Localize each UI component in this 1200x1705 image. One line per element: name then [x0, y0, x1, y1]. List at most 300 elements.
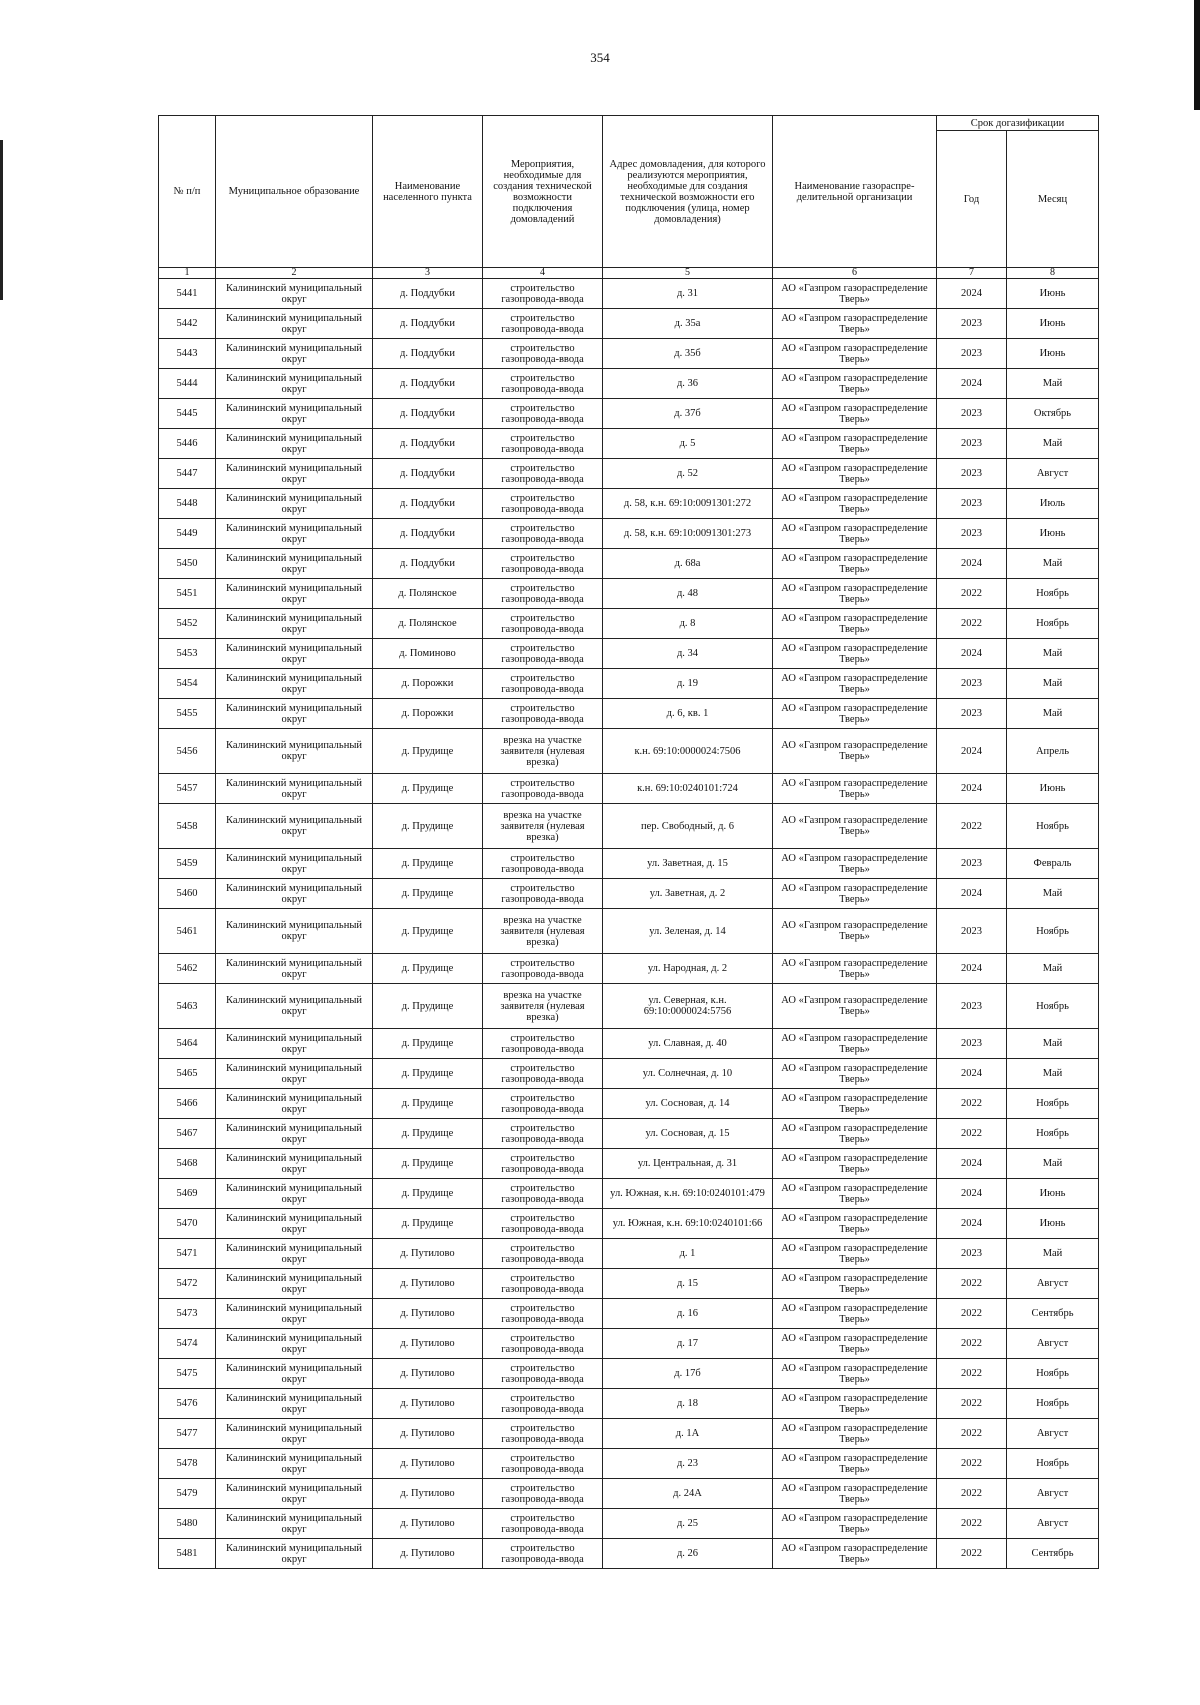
cell-address: д. 31: [603, 279, 773, 309]
cell-month: Ноябрь: [1007, 1089, 1099, 1119]
cell-settlement: д. Поддубки: [373, 549, 483, 579]
cell-num: 5443: [159, 339, 216, 369]
cell-num: 5462: [159, 954, 216, 984]
cell-address: к.н. 69:10:0240101:724: [603, 774, 773, 804]
cell-month: Август: [1007, 1329, 1099, 1359]
cell-year: 2023: [937, 669, 1007, 699]
table-row: [159, 984, 1099, 1029]
cell-municipality: Калининский муниципальный округ: [216, 609, 373, 639]
cell-num: 5447: [159, 459, 216, 489]
header-municipality: Муниципальное образование: [216, 116, 373, 268]
cell-month: Май: [1007, 879, 1099, 909]
cell-measures: строительство газопровода-ввода: [483, 1089, 603, 1119]
cell-municipality: Калининский муниципальный округ: [216, 879, 373, 909]
cell-month: Ноябрь: [1007, 984, 1099, 1029]
cell-year: 2023: [937, 429, 1007, 459]
cell-address: д. 8: [603, 609, 773, 639]
cell-settlement: д. Путилово: [373, 1359, 483, 1389]
cell-num: 5444: [159, 369, 216, 399]
cell-address: д. 17: [603, 1329, 773, 1359]
cell-year: 2024: [937, 1149, 1007, 1179]
cell-measures: строительство газопровода-ввода: [483, 519, 603, 549]
table-row: [159, 909, 1099, 954]
cell-num: 5463: [159, 984, 216, 1029]
cell-num: 5471: [159, 1239, 216, 1269]
cell-municipality: Калининский муниципальный округ: [216, 774, 373, 804]
cell-measures: строительство газопровода-ввода: [483, 1359, 603, 1389]
cell-settlement: д. Поддубки: [373, 489, 483, 519]
cell-month: Сентябрь: [1007, 1299, 1099, 1329]
cell-municipality: Калининский муниципальный округ: [216, 429, 373, 459]
cell-municipality: Калининский муниципальный округ: [216, 1239, 373, 1269]
cell-measures: строительство газопровода-ввода: [483, 1239, 603, 1269]
cell-year: 2023: [937, 519, 1007, 549]
cell-year: 2022: [937, 1089, 1007, 1119]
cell-year: 2023: [937, 699, 1007, 729]
cell-measures: врезка на участке заявителя (нулевая врезка): [483, 984, 603, 1029]
cell-num: 5470: [159, 1209, 216, 1239]
cell-month: Февраль: [1007, 849, 1099, 879]
column-number: 3: [373, 268, 483, 279]
cell-measures: строительство газопровода-ввода: [483, 1419, 603, 1449]
table-row: [159, 369, 1099, 399]
cell-org: АО «Газпром газораспределение Тверь»: [773, 1239, 937, 1269]
cell-measures: строительство газопровода-ввода: [483, 429, 603, 459]
cell-num: 5477: [159, 1419, 216, 1449]
cell-settlement: д. Прудище: [373, 984, 483, 1029]
cell-address: ул. Южная, к.н. 69:10:0240101:66: [603, 1209, 773, 1239]
cell-measures: строительство газопровода-ввода: [483, 669, 603, 699]
cell-org: АО «Газпром газораспределение Тверь»: [773, 639, 937, 669]
cell-year: 2022: [937, 579, 1007, 609]
cell-year: 2023: [937, 909, 1007, 954]
cell-measures: строительство газопровода-ввода: [483, 1179, 603, 1209]
cell-measures: строительство газопровода-ввода: [483, 1509, 603, 1539]
cell-year: 2023: [937, 309, 1007, 339]
cell-municipality: Калининский муниципальный округ: [216, 1329, 373, 1359]
cell-org: АО «Газпром газораспределение Тверь»: [773, 1269, 937, 1299]
table-row: [159, 699, 1099, 729]
cell-municipality: Калининский муниципальный округ: [216, 459, 373, 489]
cell-measures: врезка на участке заявителя (нулевая врезка): [483, 729, 603, 774]
cell-municipality: Калининский муниципальный округ: [216, 369, 373, 399]
cell-num: 5461: [159, 909, 216, 954]
table-row: [159, 549, 1099, 579]
cell-month: Июнь: [1007, 774, 1099, 804]
cell-measures: строительство газопровода-ввода: [483, 339, 603, 369]
cell-num: 5481: [159, 1539, 216, 1569]
cell-municipality: Калининский муниципальный округ: [216, 579, 373, 609]
cell-municipality: Калининский муниципальный округ: [216, 1359, 373, 1389]
cell-settlement: д. Поддубки: [373, 309, 483, 339]
cell-settlement: д. Путилово: [373, 1239, 483, 1269]
cell-org: АО «Газпром газораспределение Тверь»: [773, 1389, 937, 1419]
cell-year: 2022: [937, 1119, 1007, 1149]
cell-month: Ноябрь: [1007, 579, 1099, 609]
cell-settlement: д. Прудище: [373, 954, 483, 984]
cell-org: АО «Газпром газораспределение Тверь»: [773, 519, 937, 549]
cell-settlement: д. Путилово: [373, 1389, 483, 1419]
cell-municipality: Калининский муниципальный округ: [216, 1089, 373, 1119]
cell-address: д. 6, кв. 1: [603, 699, 773, 729]
cell-municipality: Калининский муниципальный округ: [216, 549, 373, 579]
cell-settlement: д. Путилово: [373, 1329, 483, 1359]
cell-address: ул. Северная, к.н. 69:10:0000024:5756: [603, 984, 773, 1029]
cell-municipality: Калининский муниципальный округ: [216, 1209, 373, 1239]
cell-month: Май: [1007, 669, 1099, 699]
cell-measures: строительство газопровода-ввода: [483, 1149, 603, 1179]
cell-num: 5467: [159, 1119, 216, 1149]
column-number: 1: [159, 268, 216, 279]
cell-month: Август: [1007, 1509, 1099, 1539]
cell-municipality: Калининский муниципальный округ: [216, 1509, 373, 1539]
cell-address: пер. Свободный, д. 6: [603, 804, 773, 849]
cell-address: д. 37б: [603, 399, 773, 429]
cell-municipality: Калининский муниципальный округ: [216, 699, 373, 729]
table-row: [159, 1539, 1099, 1569]
table-row: [159, 1029, 1099, 1059]
cell-settlement: д. Путилово: [373, 1539, 483, 1569]
cell-municipality: Калининский муниципальный округ: [216, 1389, 373, 1419]
cell-num: 5472: [159, 1269, 216, 1299]
table-row: [159, 1359, 1099, 1389]
cell-num: 5475: [159, 1359, 216, 1389]
cell-month: Май: [1007, 549, 1099, 579]
cell-org: АО «Газпром газораспределение Тверь»: [773, 1029, 937, 1059]
cell-settlement: д. Путилово: [373, 1449, 483, 1479]
cell-measures: строительство газопровода-ввода: [483, 309, 603, 339]
cell-org: АО «Газпром газораспределение Тверь»: [773, 609, 937, 639]
table-row: [159, 954, 1099, 984]
cell-org: АО «Газпром газораспределение Тверь»: [773, 579, 937, 609]
cell-address: д. 19: [603, 669, 773, 699]
cell-year: 2022: [937, 1419, 1007, 1449]
cell-settlement: д. Порожки: [373, 669, 483, 699]
cell-address: д. 24А: [603, 1479, 773, 1509]
table-row: [159, 1299, 1099, 1329]
cell-num: 5455: [159, 699, 216, 729]
table-row: [159, 729, 1099, 774]
cell-settlement: д. Прудище: [373, 849, 483, 879]
cell-municipality: Калининский муниципальный округ: [216, 1059, 373, 1089]
cell-municipality: Калининский муниципальный округ: [216, 909, 373, 954]
cell-org: АО «Газпром газораспределение Тверь»: [773, 489, 937, 519]
cell-month: Май: [1007, 369, 1099, 399]
cell-num: 5441: [159, 279, 216, 309]
table-row: [159, 489, 1099, 519]
cell-address: ул. Заветная, д. 15: [603, 849, 773, 879]
cell-num: 5450: [159, 549, 216, 579]
cell-address: д. 58, к.н. 69:10:0091301:272: [603, 489, 773, 519]
cell-address: ул. Южная, к.н. 69:10:0240101:479: [603, 1179, 773, 1209]
cell-address: д. 18: [603, 1389, 773, 1419]
table-row: [159, 804, 1099, 849]
cell-municipality: Калининский муниципальный округ: [216, 309, 373, 339]
header-org: Наименование газораспре-делительной организации: [773, 116, 937, 268]
cell-address: ул. Славная, д. 40: [603, 1029, 773, 1059]
cell-municipality: Калининский муниципальный округ: [216, 849, 373, 879]
cell-measures: строительство газопровода-ввода: [483, 609, 603, 639]
cell-num: 5479: [159, 1479, 216, 1509]
cell-month: Июнь: [1007, 519, 1099, 549]
cell-org: АО «Газпром газораспределение Тверь»: [773, 549, 937, 579]
cell-measures: строительство газопровода-ввода: [483, 1329, 603, 1359]
cell-year: 2023: [937, 1239, 1007, 1269]
table-row: [159, 459, 1099, 489]
table-row: [159, 1509, 1099, 1539]
table-row: [159, 1329, 1099, 1359]
table-row: [159, 1059, 1099, 1089]
cell-settlement: д. Прудище: [373, 774, 483, 804]
cell-org: АО «Газпром газораспределение Тверь»: [773, 279, 937, 309]
cell-num: 5469: [159, 1179, 216, 1209]
cell-org: АО «Газпром газораспределение Тверь»: [773, 459, 937, 489]
cell-month: Ноябрь: [1007, 1389, 1099, 1419]
header-settlement: Наименование населенного пункта: [373, 116, 483, 268]
cell-num: 5460: [159, 879, 216, 909]
table-row: [159, 849, 1099, 879]
cell-month: Май: [1007, 1029, 1099, 1059]
cell-month: Ноябрь: [1007, 909, 1099, 954]
table-row: [159, 519, 1099, 549]
cell-org: АО «Газпром газораспределение Тверь»: [773, 429, 937, 459]
cell-org: АО «Газпром газораспределение Тверь»: [773, 879, 937, 909]
cell-org: АО «Газпром газораспределение Тверь»: [773, 1089, 937, 1119]
cell-year: 2023: [937, 399, 1007, 429]
cell-address: д. 52: [603, 459, 773, 489]
cell-address: д. 35б: [603, 339, 773, 369]
cell-year: 2022: [937, 1449, 1007, 1479]
cell-num: 5465: [159, 1059, 216, 1089]
cell-num: 5446: [159, 429, 216, 459]
cell-org: АО «Газпром газораспределение Тверь»: [773, 954, 937, 984]
cell-month: Май: [1007, 639, 1099, 669]
cell-year: 2022: [937, 1299, 1007, 1329]
cell-address: ул. Сосновая, д. 15: [603, 1119, 773, 1149]
cell-address: ул. Центральная, д. 31: [603, 1149, 773, 1179]
cell-settlement: д. Поддубки: [373, 519, 483, 549]
cell-municipality: Калининский муниципальный округ: [216, 1479, 373, 1509]
cell-month: Май: [1007, 699, 1099, 729]
cell-address: д. 23: [603, 1449, 773, 1479]
cell-month: Август: [1007, 1479, 1099, 1509]
header-num: № п/п: [159, 116, 216, 268]
cell-municipality: Калининский муниципальный округ: [216, 1539, 373, 1569]
header-deadline-group: Срок догазификации: [937, 116, 1099, 131]
table-row: [159, 639, 1099, 669]
cell-month: Июнь: [1007, 279, 1099, 309]
cell-address: ул. Заветная, д. 2: [603, 879, 773, 909]
cell-address: д. 5: [603, 429, 773, 459]
table-row: [159, 309, 1099, 339]
cell-org: АО «Газпром газораспределение Тверь»: [773, 1509, 937, 1539]
cell-num: 5466: [159, 1089, 216, 1119]
cell-measures: строительство газопровода-ввода: [483, 1119, 603, 1149]
cell-month: Май: [1007, 429, 1099, 459]
scan-edge-mark-left: [0, 140, 3, 300]
cell-num: 5459: [159, 849, 216, 879]
cell-org: АО «Газпром газораспределение Тверь»: [773, 774, 937, 804]
table-body: [159, 279, 1099, 1569]
table-row: [159, 1479, 1099, 1509]
cell-measures: строительство газопровода-ввода: [483, 1479, 603, 1509]
cell-num: 5458: [159, 804, 216, 849]
cell-num: 5474: [159, 1329, 216, 1359]
cell-settlement: д. Порожки: [373, 699, 483, 729]
cell-measures: строительство газопровода-ввода: [483, 1209, 603, 1239]
cell-month: Май: [1007, 1059, 1099, 1089]
cell-municipality: Калининский муниципальный округ: [216, 729, 373, 774]
cell-org: АО «Газпром газораспределение Тверь»: [773, 1209, 937, 1239]
table-row: [159, 1179, 1099, 1209]
cell-org: АО «Газпром газораспределение Тверь»: [773, 849, 937, 879]
cell-org: АО «Газпром газораспределение Тверь»: [773, 984, 937, 1029]
header-month: Месяц: [1007, 131, 1099, 268]
cell-num: 5454: [159, 669, 216, 699]
cell-settlement: д. Путилово: [373, 1299, 483, 1329]
header-measures: Мероприятия, необходимые для создания технической возможности подключения домовладений: [483, 116, 603, 268]
cell-org: АО «Газпром газораспределение Тверь»: [773, 1149, 937, 1179]
column-number: 2: [216, 268, 373, 279]
cell-settlement: д. Поминово: [373, 639, 483, 669]
table-row: [159, 1419, 1099, 1449]
cell-municipality: Калининский муниципальный округ: [216, 279, 373, 309]
cell-measures: строительство газопровода-ввода: [483, 369, 603, 399]
cell-month: Октябрь: [1007, 399, 1099, 429]
column-number: 7: [937, 268, 1007, 279]
cell-municipality: Калининский муниципальный округ: [216, 1149, 373, 1179]
cell-month: Ноябрь: [1007, 1449, 1099, 1479]
cell-num: 5451: [159, 579, 216, 609]
table-row: [159, 1149, 1099, 1179]
cell-settlement: д. Полянское: [373, 579, 483, 609]
cell-year: 2023: [937, 459, 1007, 489]
header-address: Адрес домовладения, для которого реализуются мероприятия, необходимые для создания технической возможности его подключения (улица, номер домовладения): [603, 116, 773, 268]
cell-month: Сентябрь: [1007, 1539, 1099, 1569]
cell-org: АО «Газпром газораспределение Тверь»: [773, 1299, 937, 1329]
cell-municipality: Калининский муниципальный округ: [216, 399, 373, 429]
cell-org: АО «Газпром газораспределение Тверь»: [773, 669, 937, 699]
cell-municipality: Калининский муниципальный округ: [216, 1179, 373, 1209]
cell-settlement: д. Путилово: [373, 1479, 483, 1509]
cell-municipality: Калининский муниципальный округ: [216, 1419, 373, 1449]
page-number: 354: [590, 50, 610, 65]
cell-settlement: д. Прудище: [373, 1209, 483, 1239]
cell-settlement: д. Поддубки: [373, 459, 483, 489]
cell-settlement: д. Прудище: [373, 729, 483, 774]
cell-year: 2023: [937, 849, 1007, 879]
cell-address: ул. Зеленая, д. 14: [603, 909, 773, 954]
cell-municipality: Калининский муниципальный округ: [216, 1449, 373, 1479]
cell-settlement: д. Прудище: [373, 909, 483, 954]
table-row: [159, 279, 1099, 309]
cell-org: АО «Газпром газораспределение Тверь»: [773, 1449, 937, 1479]
cell-num: 5456: [159, 729, 216, 774]
column-number: 6: [773, 268, 937, 279]
cell-num: 5468: [159, 1149, 216, 1179]
cell-num: 5457: [159, 774, 216, 804]
cell-num: 5445: [159, 399, 216, 429]
cell-measures: строительство газопровода-ввода: [483, 1029, 603, 1059]
cell-month: Июнь: [1007, 309, 1099, 339]
cell-settlement: д. Прудище: [373, 1119, 483, 1149]
gasification-table: [158, 115, 1099, 1569]
cell-settlement: д. Прудище: [373, 1059, 483, 1089]
header-year: Год: [937, 131, 1007, 268]
cell-address: д. 17б: [603, 1359, 773, 1389]
cell-year: 2023: [937, 339, 1007, 369]
cell-measures: строительство газопровода-ввода: [483, 279, 603, 309]
cell-municipality: Калининский муниципальный округ: [216, 1029, 373, 1059]
cell-num: 5442: [159, 309, 216, 339]
cell-year: 2024: [937, 729, 1007, 774]
cell-year: 2024: [937, 954, 1007, 984]
cell-year: 2024: [937, 1179, 1007, 1209]
cell-month: Ноябрь: [1007, 1119, 1099, 1149]
cell-year: 2023: [937, 489, 1007, 519]
column-number: 4: [483, 268, 603, 279]
cell-month: Июль: [1007, 489, 1099, 519]
cell-address: к.н. 69:10:0000024:7506: [603, 729, 773, 774]
cell-settlement: д. Прудище: [373, 1089, 483, 1119]
cell-year: 2024: [937, 549, 1007, 579]
cell-year: 2022: [937, 609, 1007, 639]
table-row: [159, 609, 1099, 639]
cell-num: 5449: [159, 519, 216, 549]
cell-municipality: Калининский муниципальный округ: [216, 954, 373, 984]
table-row: [159, 879, 1099, 909]
column-number: 5: [603, 268, 773, 279]
table-row: [159, 1089, 1099, 1119]
cell-month: Август: [1007, 1269, 1099, 1299]
cell-address: ул. Сосновая, д. 14: [603, 1089, 773, 1119]
cell-settlement: д. Прудище: [373, 1149, 483, 1179]
cell-org: АО «Газпром газораспределение Тверь»: [773, 1329, 937, 1359]
column-number: 8: [1007, 268, 1099, 279]
cell-settlement: д. Прудище: [373, 804, 483, 849]
cell-num: 5453: [159, 639, 216, 669]
cell-municipality: Калининский муниципальный округ: [216, 804, 373, 849]
cell-num: 5473: [159, 1299, 216, 1329]
cell-settlement: д. Путилово: [373, 1509, 483, 1539]
table-row: [159, 1209, 1099, 1239]
cell-month: Август: [1007, 459, 1099, 489]
cell-settlement: д. Путилово: [373, 1269, 483, 1299]
cell-settlement: д. Поддубки: [373, 339, 483, 369]
cell-settlement: д. Полянское: [373, 609, 483, 639]
cell-measures: строительство газопровода-ввода: [483, 1299, 603, 1329]
cell-year: 2022: [937, 804, 1007, 849]
table-row: [159, 399, 1099, 429]
cell-num: 5464: [159, 1029, 216, 1059]
cell-address: ул. Солнечная, д. 10: [603, 1059, 773, 1089]
cell-municipality: Калининский муниципальный округ: [216, 1269, 373, 1299]
table-row: [159, 669, 1099, 699]
cell-year: 2022: [937, 1389, 1007, 1419]
cell-address: д. 48: [603, 579, 773, 609]
cell-org: АО «Газпром газораспределение Тверь»: [773, 909, 937, 954]
cell-measures: строительство газопровода-ввода: [483, 1539, 603, 1569]
cell-org: АО «Газпром газораспределение Тверь»: [773, 339, 937, 369]
cell-year: 2024: [937, 639, 1007, 669]
cell-address: д. 16: [603, 1299, 773, 1329]
cell-municipality: Калининский муниципальный округ: [216, 339, 373, 369]
cell-measures: строительство газопровода-ввода: [483, 879, 603, 909]
cell-num: 5478: [159, 1449, 216, 1479]
cell-measures: строительство газопровода-ввода: [483, 849, 603, 879]
cell-measures: строительство газопровода-ввода: [483, 549, 603, 579]
cell-year: 2024: [937, 879, 1007, 909]
